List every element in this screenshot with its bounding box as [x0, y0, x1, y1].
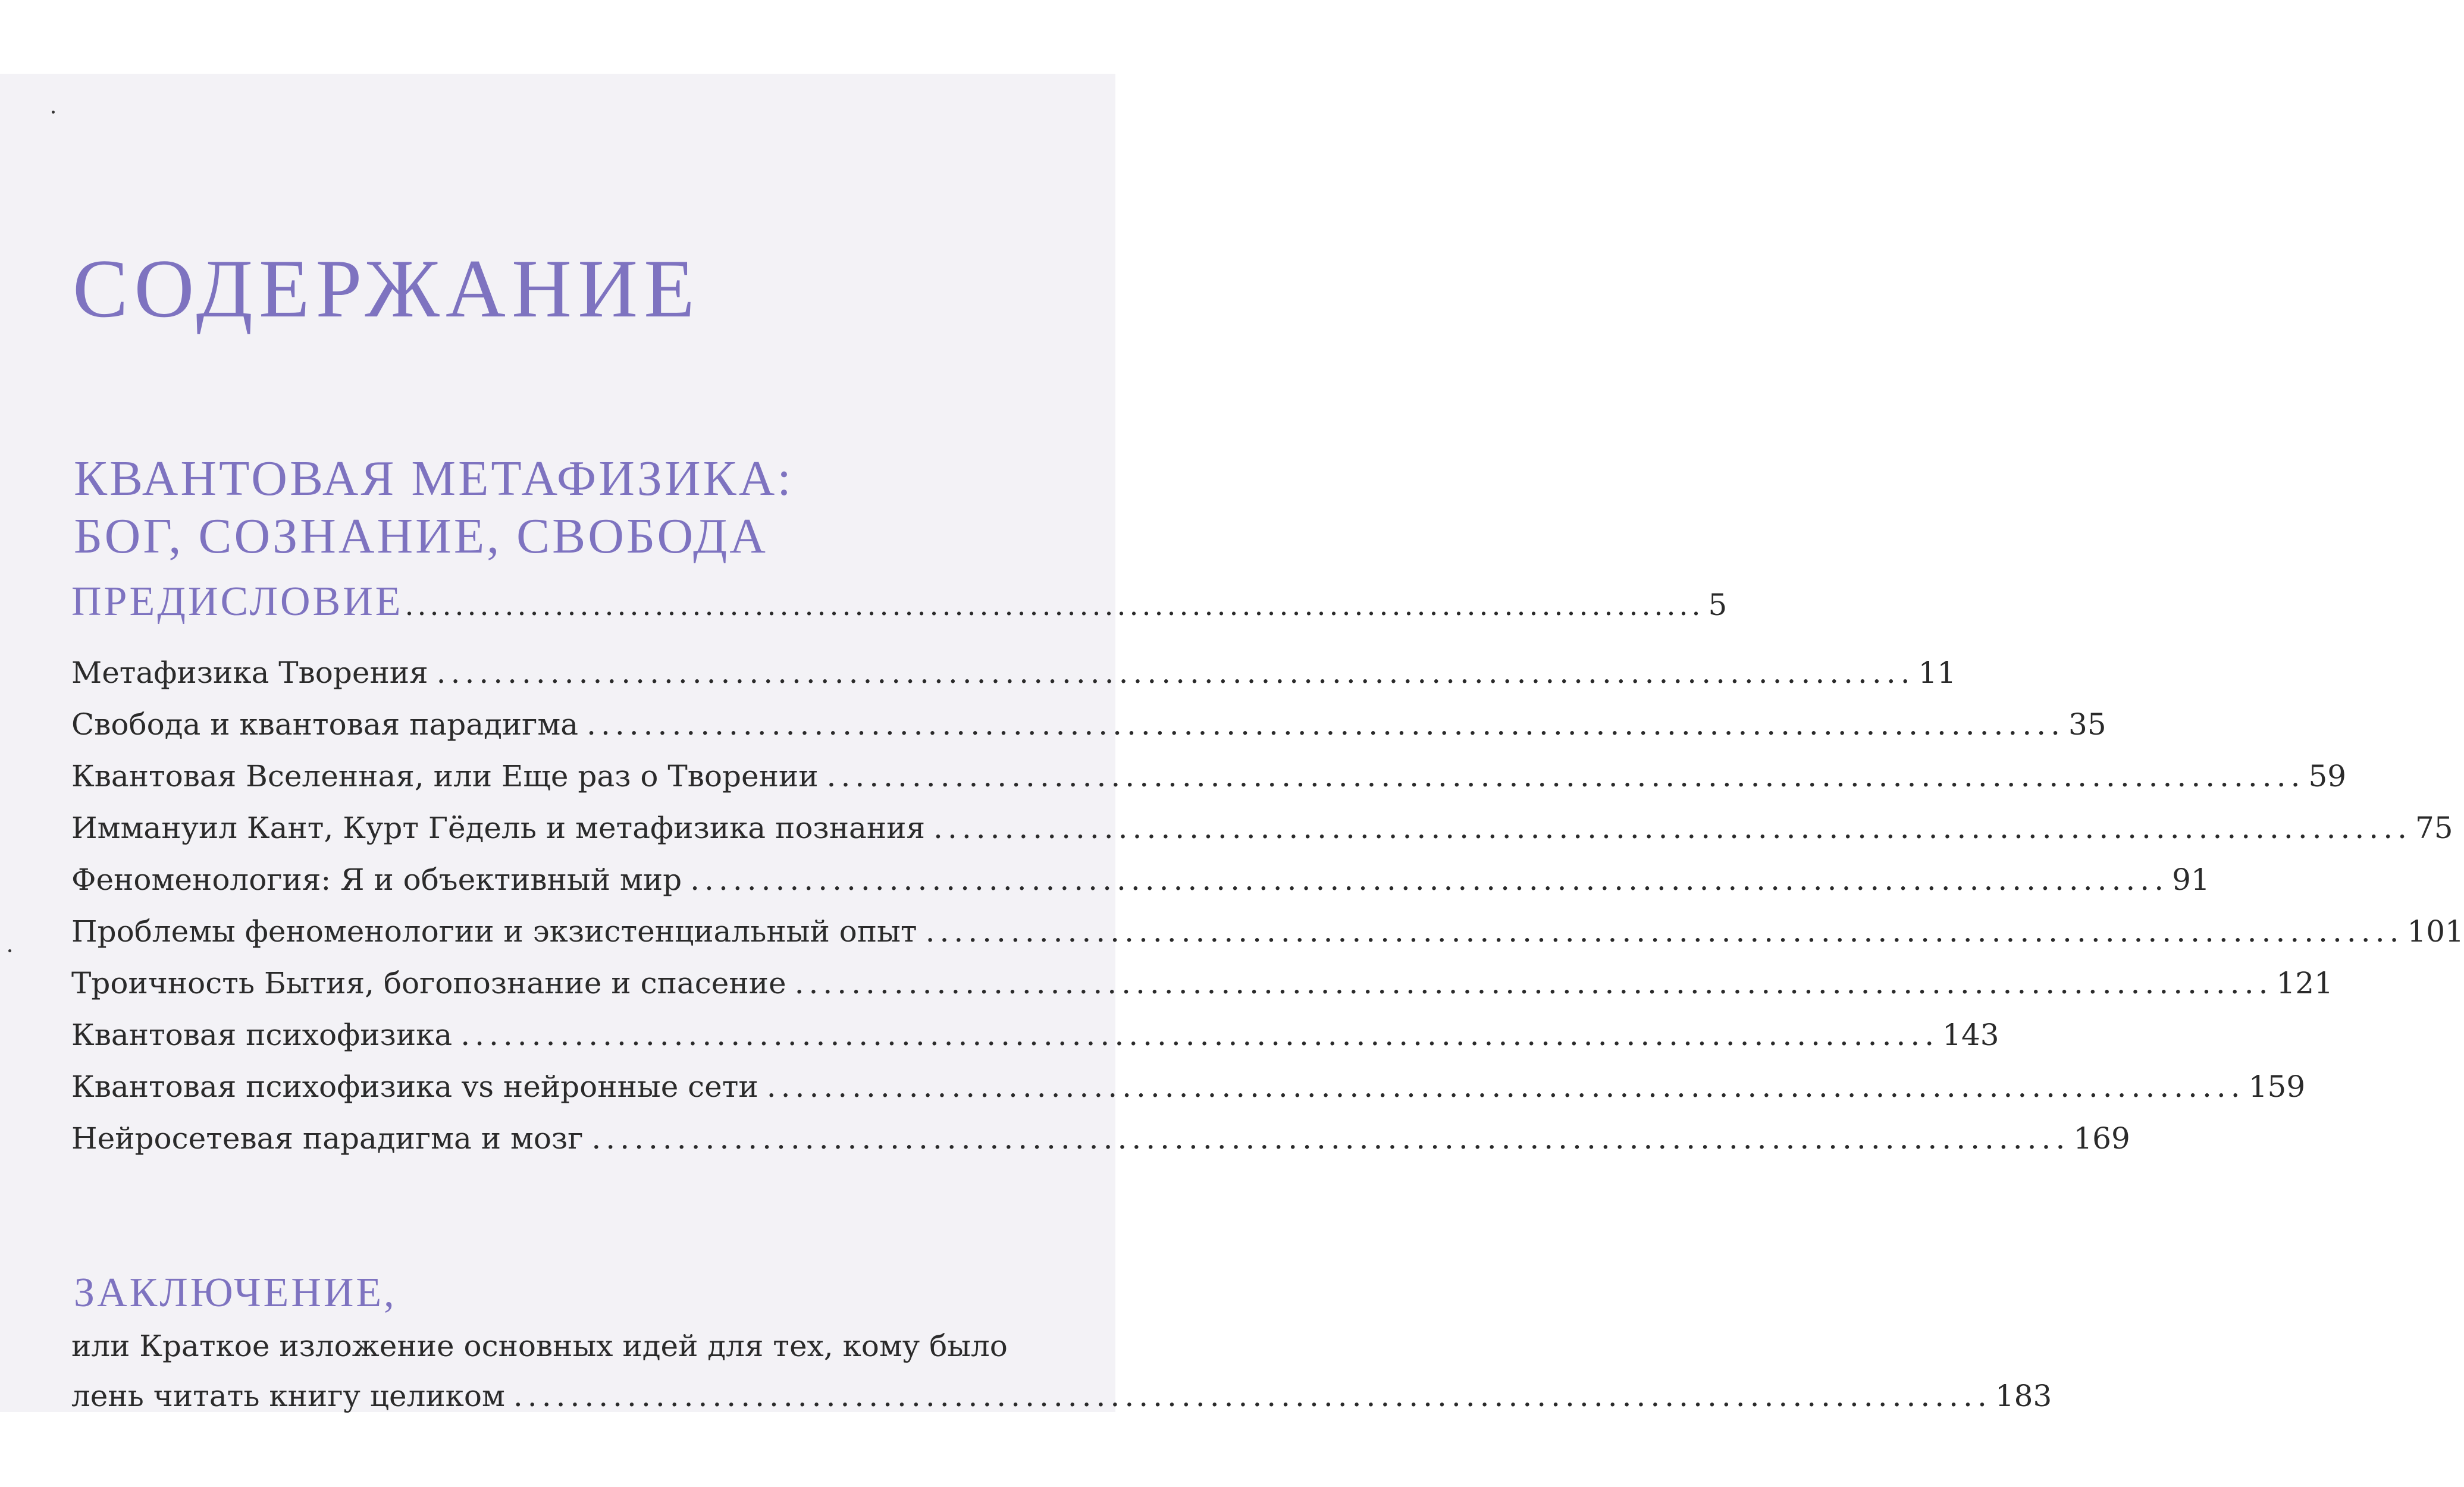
dot-leader: ........................................................................................................	[591, 1121, 2070, 1156]
toc-preface-page: 5	[1708, 588, 1728, 622]
toc-entry[interactable]	[71, 914, 2464, 949]
toc-entry-page: 59	[2308, 759, 2347, 793]
dust-speck	[8, 949, 11, 952]
toc-entry-label: Метафизика Творения	[71, 655, 428, 690]
toc-entry[interactable]	[71, 759, 2347, 793]
toc-entry-label: Свобода и квантовая парадигма	[71, 707, 579, 742]
toc-entry-page: 35	[2068, 707, 2106, 742]
dot-leader: ........................................................................................................	[690, 862, 2169, 897]
toc-conclusion-line-2: лень читать книгу целиком	[71, 1379, 505, 1413]
toc-entry[interactable]	[71, 811, 2453, 845]
dot-leader: ........................................................................................................	[933, 811, 2412, 845]
toc-entry[interactable]	[71, 707, 2106, 742]
toc-conclusion-page: 183	[1995, 1379, 2052, 1413]
book-title	[74, 450, 794, 566]
toc-conclusion-heading[interactable]: ЗАКЛЮЧЕНИЕ,	[74, 1270, 397, 1316]
toc-entry-label: Нейросетевая парадигма и мозг	[71, 1121, 584, 1156]
toc-entry[interactable]	[71, 862, 2210, 897]
toc-entry[interactable]	[71, 1121, 2130, 1156]
toc-entry-page: 75	[2415, 811, 2453, 845]
toc-entry-label: Троичность Бытия, богопознание и спасение	[71, 966, 786, 1000]
toc-entry[interactable]	[71, 1069, 2306, 1104]
dot-leader: ........................................................................................................	[925, 914, 2404, 949]
book-page	[0, 74, 2464, 1413]
toc-conclusion-line-1: или Краткое изложение основных идей для тех, кому было	[71, 1329, 1008, 1363]
toc-preface[interactable]	[71, 578, 1728, 626]
dot-leader: ........................................................................................................	[436, 655, 1915, 690]
toc-entry-label: Проблемы феноменологии и экзистенциальный опыт	[71, 914, 917, 949]
toc-entry-page: 169	[2073, 1121, 2130, 1156]
dot-leader: ........................................................................................................	[460, 1018, 1939, 1052]
toc-conclusion-entry[interactable]	[71, 1379, 2052, 1413]
toc-entry-label: Квантовая психофизика	[71, 1018, 453, 1052]
toc-entry-label: Феноменология: Я и объективный мир	[71, 862, 682, 897]
dot-leader: ........................................................................................................	[513, 1379, 1992, 1413]
page-title: СОДЕРЖАНИЕ	[73, 243, 701, 335]
dot-leader: ........................................................................................................	[587, 707, 2065, 742]
toc-entry-label: Иммануил Кант, Курт Гёдель и метафизика познания	[71, 811, 926, 845]
toc-entry[interactable]	[71, 655, 1957, 690]
toc-preface-label: ПРЕДИСЛОВИЕ	[71, 579, 403, 625]
dot-leader: ........................................................................................................	[766, 1069, 2245, 1104]
dust-speck	[52, 111, 55, 114]
toc-entry-page: 101	[2407, 914, 2464, 949]
book-title-line-2: БОГ, СОЗНАНИЕ, СВОБОДА	[74, 509, 768, 564]
toc-entry[interactable]	[71, 1018, 1999, 1052]
toc-entry-page: 143	[1942, 1018, 1999, 1052]
toc-entry-page: 11	[1918, 655, 1957, 690]
toc-entry-page: 121	[2276, 966, 2333, 1000]
toc-entry-label: Квантовая психофизика vs нейронные сети	[71, 1069, 758, 1104]
toc-entry-page: 91	[2172, 862, 2210, 897]
toc-entry[interactable]	[71, 966, 2333, 1000]
book-title-line-1: КВАНТОВАЯ МЕТАФИЗИКА:	[74, 451, 794, 506]
dot-leader: ........................................................................................................	[826, 759, 2305, 793]
dot-leader: ........................................................................................................	[794, 966, 2273, 1000]
toc-entry-page: 159	[2248, 1069, 2306, 1104]
dot-leader: ........................................................................................................	[405, 588, 1705, 622]
toc-entry-label: Квантовая Вселенная, или Еще раз о Творении	[71, 759, 819, 793]
